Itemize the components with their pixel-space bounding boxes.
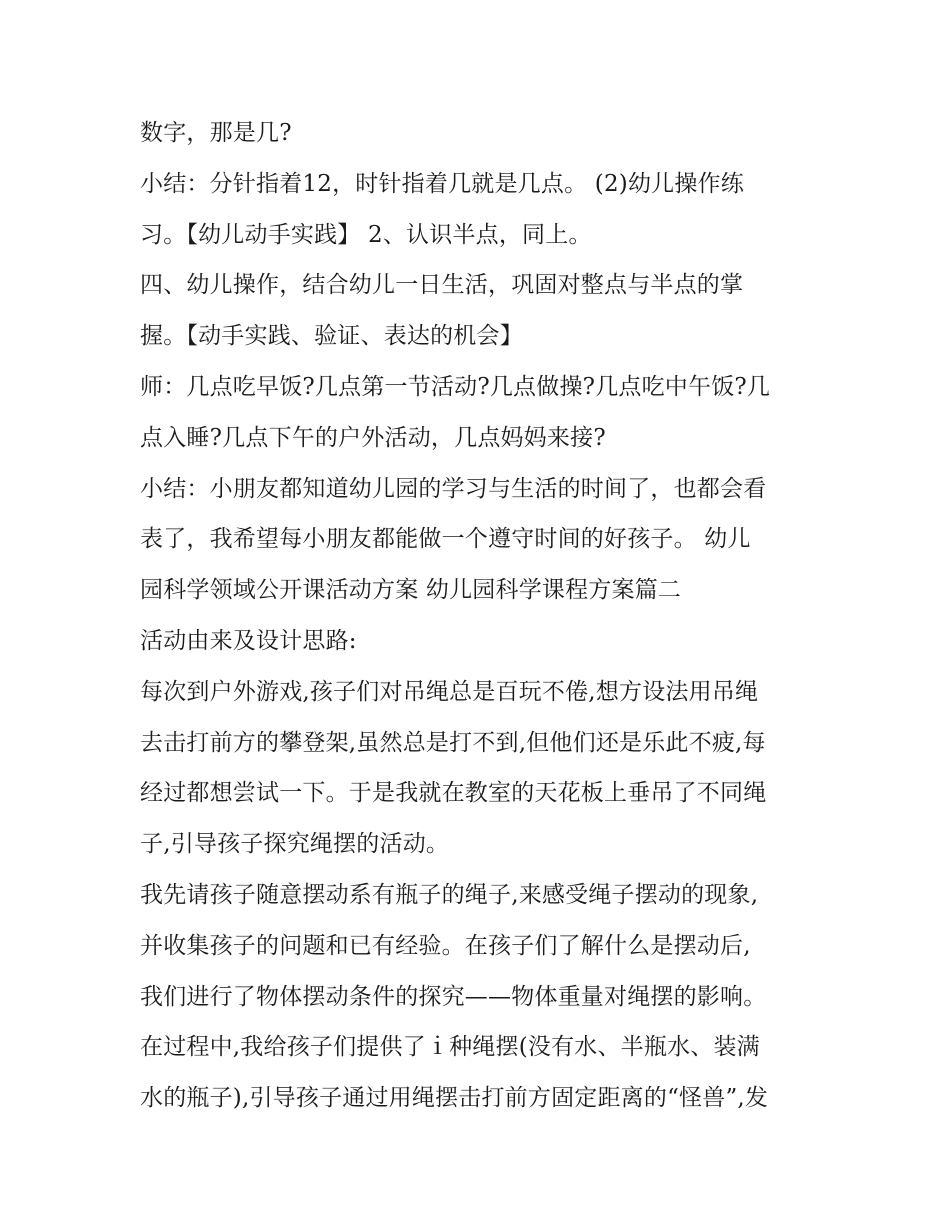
text-line: 去击打前方的攀登架,虽然总是打不到,但他们还是乐此不疲,每 [140,729,766,756]
text-line: 点入睡?几点下午的户外活动，几点妈妈来接? [140,424,606,451]
text-line: 数字，那是几? [140,120,292,146]
text-line: 并收集孩子的问题和已有经验。在孩子们了解什么是摆动后, [140,932,751,959]
text-line: 我先请孩子随意摆动系有瓶子的绳子,来感受绳子摆动的现象, [140,881,759,908]
text-line: 经过都想尝试一下。于是我就在教室的天花板上垂吊了不同绳 [140,780,767,807]
text-line: 园科学领域公开课活动方案 幼儿园科学课程方案篇二 [140,577,682,604]
text-line: 小结：分针指着12，时针指着几就是几点。 (2)幼儿操作练 [140,170,744,197]
text-line: 师：几点吃早饭?几点第一节活动?几点做操?几点吃中午饭?几 [140,373,771,400]
text-line: 四、幼儿操作，结合幼儿一日生活，巩固对整点与半点的掌 [140,272,744,299]
text-line: 在过程中,我给孩子们提供了ｉ种绳摆(没有水、半瓶水、装满 [140,1034,760,1061]
text-line: 小结：小朋友都知道幼儿园的学习与生活的时间了，也都会看 [140,475,767,502]
text-line: 表了，我希望每小朋友都能做一个遵守时间的好孩子。 幼儿 [140,526,751,553]
text-line: 活动由来及设计思路: [140,627,357,654]
text-line: 习。【幼儿动手实践】 2、认识半点，同上。 [140,221,592,248]
text-line: 水的瓶子),引导孩子通过用绳摆击打前方固定距离的“怪兽”,发 [140,1085,769,1112]
text-line: 我们进行了物体摆动条件的探究——物体重量对绳摆的影响。 [140,983,767,1010]
document-body [140,108,830,1124]
text-line: 每次到户外游戏,孩子们对吊绳总是百玩不倦,想方设法用吊绳 [140,678,759,705]
text-line: 握。【动手实践、验证、表达的机会】 [140,323,523,350]
text-line: 子,引导孩子探究绳摆的活动。 [140,831,450,858]
